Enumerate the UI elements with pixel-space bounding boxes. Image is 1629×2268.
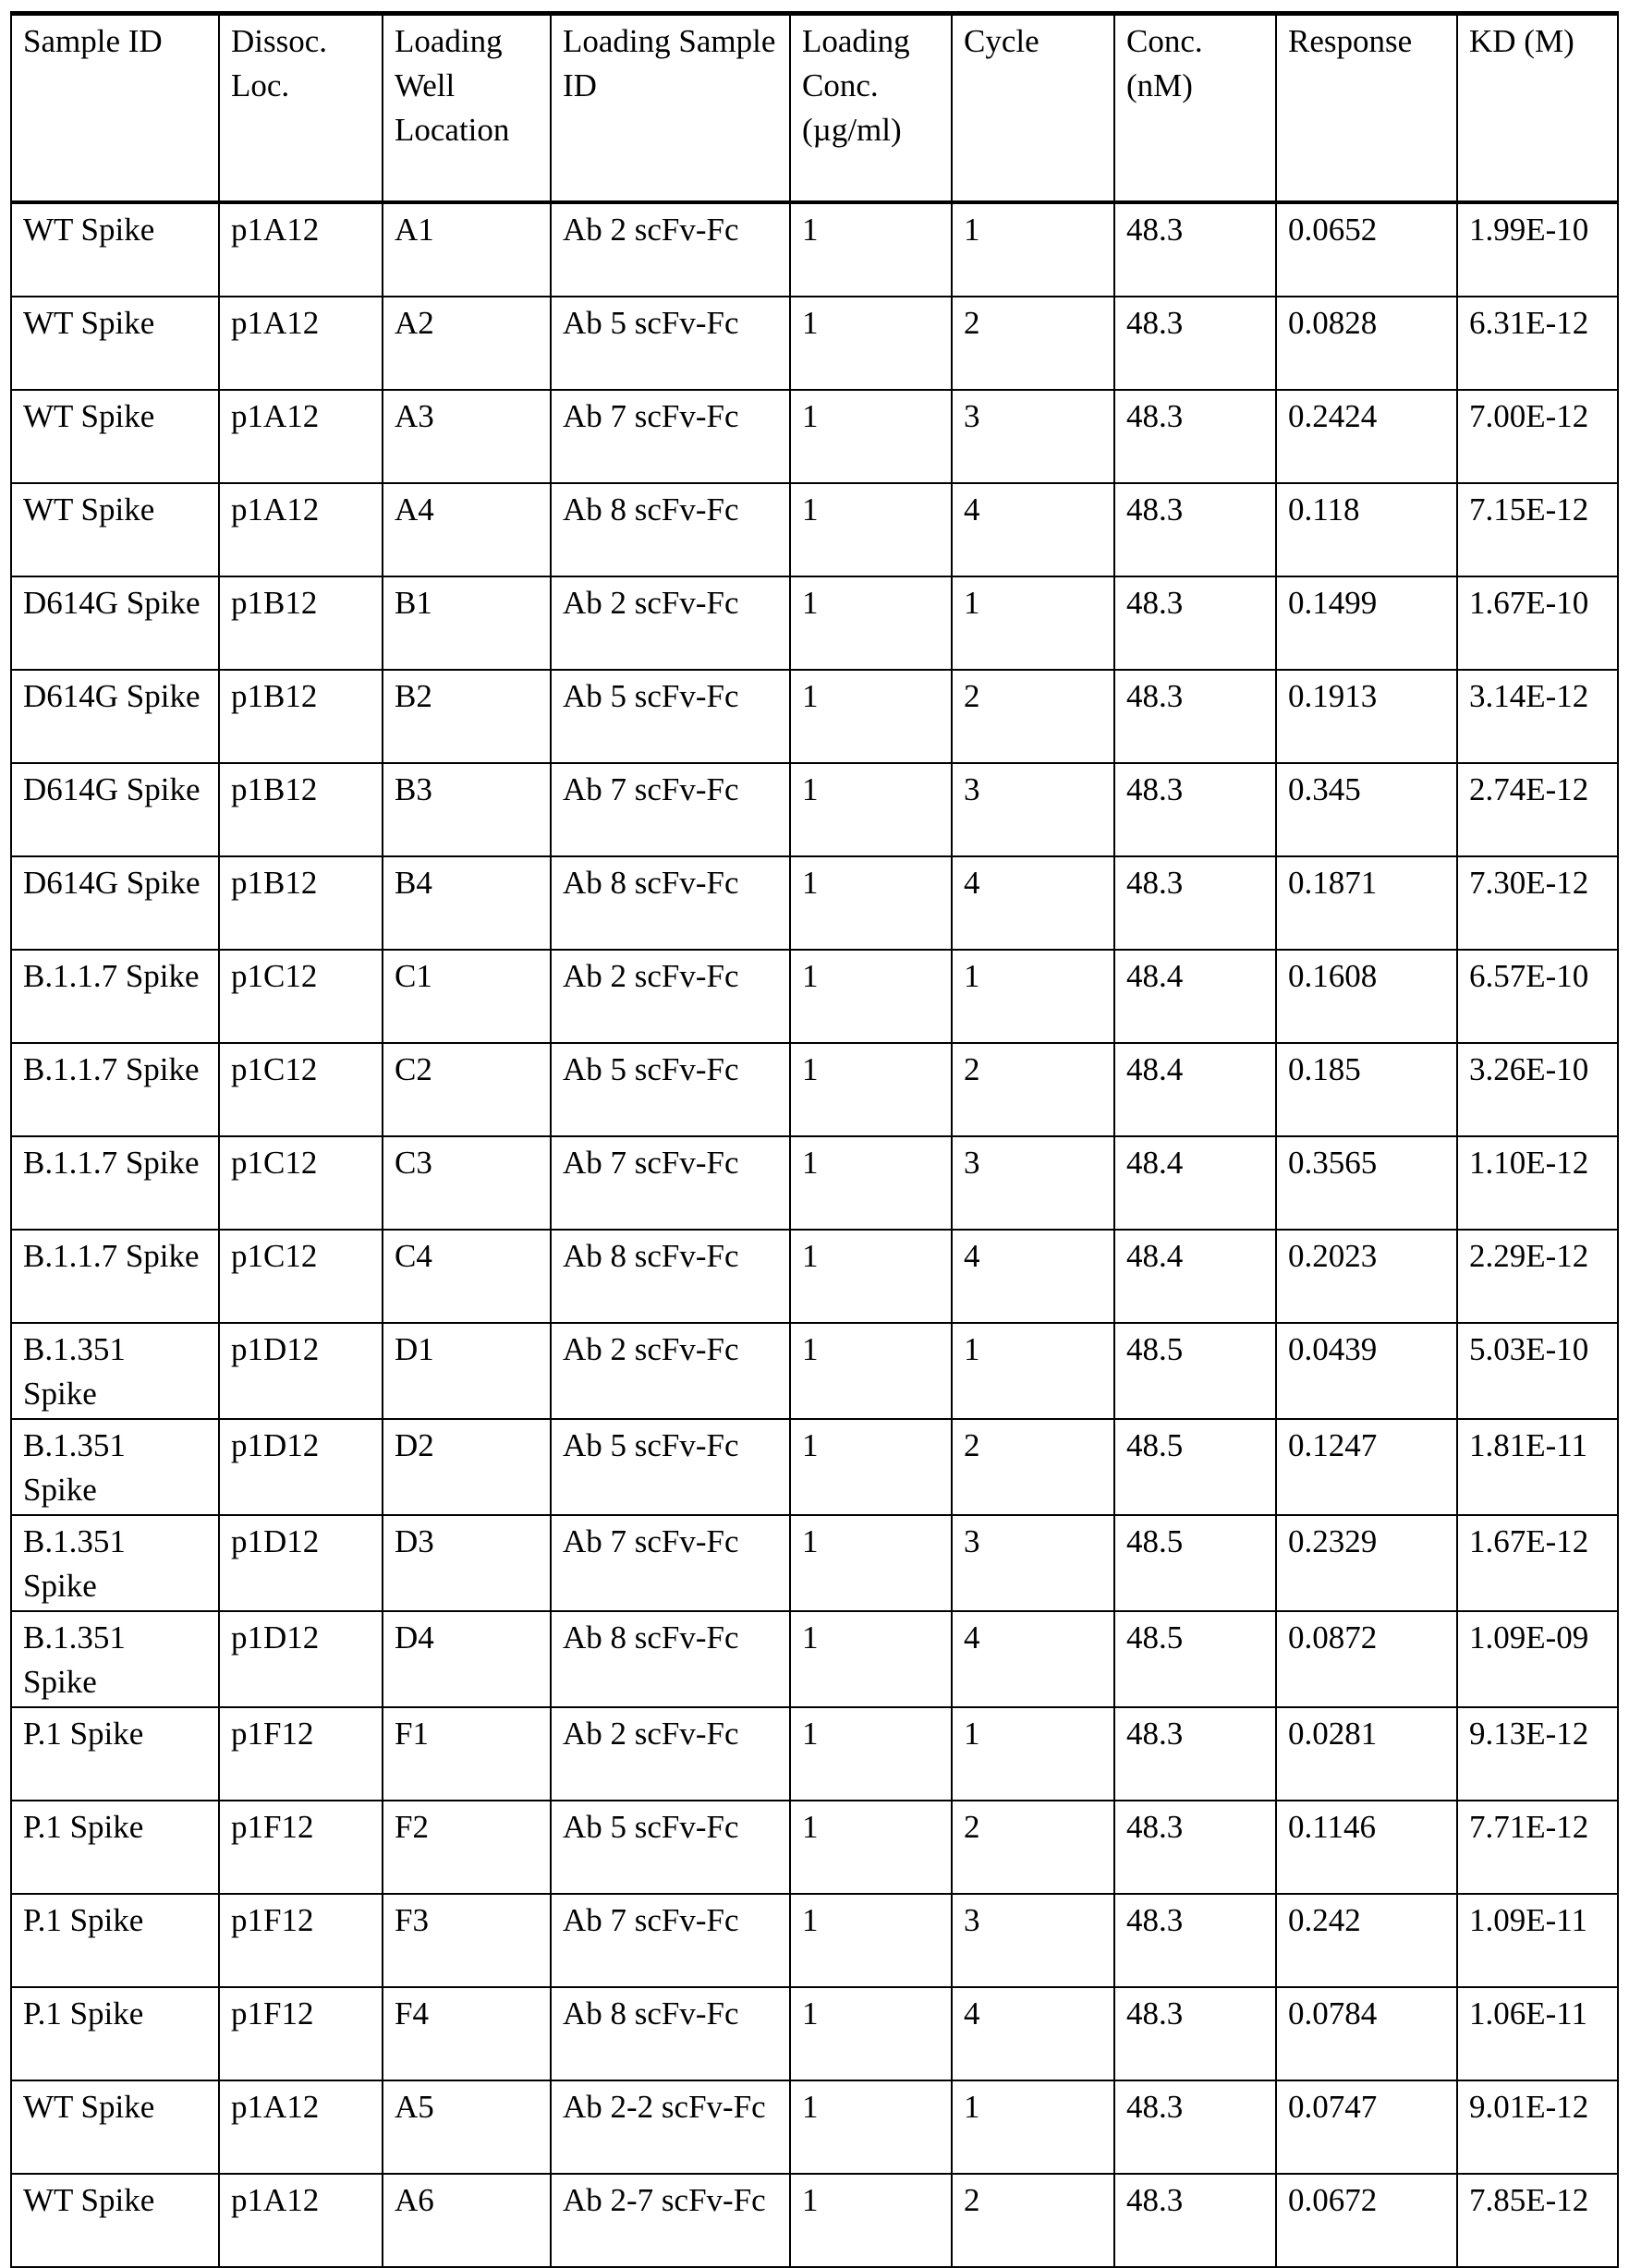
table-row <box>11 1136 1618 1230</box>
cell-kd: 3.14E-12 <box>1457 670 1618 763</box>
cell-loading-well-location: F2 <box>383 1801 551 1894</box>
cell-response: 0.2424 <box>1276 390 1457 483</box>
cell-loading-well-location: D2 <box>383 1419 551 1515</box>
cell-kd: 1.67E-10 <box>1457 576 1618 670</box>
cell-cycle: 2 <box>952 1043 1114 1136</box>
cell-sample-id: WT Spike <box>11 2174 219 2267</box>
cell-dissoc-loc: p1D12 <box>219 1515 383 1611</box>
cell-response: 0.1146 <box>1276 1801 1457 1894</box>
column-header-loading-conc: Loading Conc. (µg/ml) <box>790 14 952 203</box>
cell-loading-conc: 1 <box>790 576 952 670</box>
cell-dissoc-loc: p1F12 <box>219 1894 383 1987</box>
cell-loading-conc: 1 <box>790 1987 952 2080</box>
cell-kd: 2.74E-12 <box>1457 763 1618 856</box>
cell-response: 0.185 <box>1276 1043 1457 1136</box>
cell-conc: 48.3 <box>1114 763 1276 856</box>
table-row <box>11 1707 1618 1801</box>
cell-kd: 1.81E-11 <box>1457 1419 1618 1515</box>
cell-response: 0.0747 <box>1276 2080 1457 2174</box>
cell-loading-conc: 1 <box>790 483 952 576</box>
cell-loading-conc: 1 <box>790 950 952 1043</box>
column-header-response: Response <box>1276 14 1457 203</box>
cell-loading-sample-id: Ab 5 scFv-Fc <box>551 297 790 390</box>
cell-cycle: 2 <box>952 297 1114 390</box>
cell-dissoc-loc: p1F12 <box>219 1801 383 1894</box>
cell-kd: 2.29E-12 <box>1457 1230 1618 1323</box>
cell-dissoc-loc: p1A12 <box>219 2080 383 2174</box>
cell-sample-id: WT Spike <box>11 297 219 390</box>
cell-loading-sample-id: Ab 2-7 scFv-Fc <box>551 2174 790 2267</box>
cell-cycle: 3 <box>952 1515 1114 1611</box>
table-row <box>11 2174 1618 2267</box>
cell-conc: 48.5 <box>1114 1611 1276 1707</box>
cell-sample-id: B.1.351 Spike <box>11 1611 219 1707</box>
cell-loading-well-location: B2 <box>383 670 551 763</box>
cell-loading-sample-id: Ab 2-2 scFv-Fc <box>551 2080 790 2174</box>
cell-response: 0.0828 <box>1276 297 1457 390</box>
cell-sample-id: P.1 Spike <box>11 1801 219 1894</box>
cell-dissoc-loc: p1B12 <box>219 763 383 856</box>
cell-loading-well-location: A5 <box>383 2080 551 2174</box>
cell-dissoc-loc: p1F12 <box>219 1707 383 1801</box>
cell-response: 0.0784 <box>1276 1987 1457 2080</box>
cell-kd: 5.03E-10 <box>1457 1323 1618 1419</box>
cell-dissoc-loc: p1B12 <box>219 856 383 950</box>
cell-response: 0.118 <box>1276 483 1457 576</box>
cell-loading-conc: 1 <box>790 297 952 390</box>
cell-sample-id: B.1.1.7 Spike <box>11 1230 219 1323</box>
cell-loading-sample-id: Ab 5 scFv-Fc <box>551 1801 790 1894</box>
column-header-conc: Conc. (nM) <box>1114 14 1276 203</box>
cell-loading-sample-id: Ab 7 scFv-Fc <box>551 390 790 483</box>
cell-response: 0.2023 <box>1276 1230 1457 1323</box>
cell-sample-id: D614G Spike <box>11 576 219 670</box>
cell-kd: 9.01E-12 <box>1457 2080 1618 2174</box>
cell-conc: 48.3 <box>1114 1707 1276 1801</box>
cell-kd: 7.00E-12 <box>1457 390 1618 483</box>
cell-sample-id: P.1 Spike <box>11 1987 219 2080</box>
cell-cycle: 1 <box>952 1707 1114 1801</box>
cell-cycle: 4 <box>952 1987 1114 2080</box>
cell-dissoc-loc: p1C12 <box>219 950 383 1043</box>
cell-sample-id: B.1.351 Spike <box>11 1515 219 1611</box>
cell-response: 0.242 <box>1276 1894 1457 1987</box>
cell-conc: 48.5 <box>1114 1515 1276 1611</box>
cell-kd: 6.31E-12 <box>1457 297 1618 390</box>
cell-conc: 48.3 <box>1114 2174 1276 2267</box>
table-row <box>11 1043 1618 1136</box>
cell-loading-well-location: B3 <box>383 763 551 856</box>
cell-loading-conc: 1 <box>790 1323 952 1419</box>
cell-kd: 1.67E-12 <box>1457 1515 1618 1611</box>
header-row <box>11 14 1618 203</box>
cell-kd: 1.99E-10 <box>1457 202 1618 297</box>
column-header-sample-id: Sample ID <box>11 14 219 203</box>
cell-dissoc-loc: p1D12 <box>219 1611 383 1707</box>
cell-dissoc-loc: p1A12 <box>219 202 383 297</box>
cell-loading-well-location: D4 <box>383 1611 551 1707</box>
cell-kd: 1.09E-09 <box>1457 1611 1618 1707</box>
cell-cycle: 4 <box>952 1230 1114 1323</box>
table-row <box>11 390 1618 483</box>
cell-sample-id: WT Spike <box>11 390 219 483</box>
cell-loading-conc: 1 <box>790 763 952 856</box>
cell-loading-well-location: F1 <box>383 1707 551 1801</box>
cell-loading-well-location: D1 <box>383 1323 551 1419</box>
cell-loading-well-location: A4 <box>383 483 551 576</box>
cell-cycle: 1 <box>952 2080 1114 2174</box>
cell-loading-conc: 1 <box>790 390 952 483</box>
cell-sample-id: WT Spike <box>11 2080 219 2174</box>
cell-conc: 48.3 <box>1114 297 1276 390</box>
cell-response: 0.1871 <box>1276 856 1457 950</box>
cell-response: 0.3565 <box>1276 1136 1457 1230</box>
cell-dissoc-loc: p1A12 <box>219 483 383 576</box>
cell-loading-sample-id: Ab 7 scFv-Fc <box>551 1515 790 1611</box>
cell-sample-id: B.1.1.7 Spike <box>11 950 219 1043</box>
cell-cycle: 2 <box>952 2174 1114 2267</box>
cell-loading-conc: 1 <box>790 2174 952 2267</box>
table-row <box>11 1987 1618 2080</box>
cell-sample-id: D614G Spike <box>11 856 219 950</box>
cell-loading-well-location: A3 <box>383 390 551 483</box>
cell-loading-sample-id: Ab 8 scFv-Fc <box>551 1987 790 2080</box>
cell-cycle: 4 <box>952 1611 1114 1707</box>
cell-loading-sample-id: Ab 2 scFv-Fc <box>551 202 790 297</box>
cell-loading-well-location: A1 <box>383 202 551 297</box>
cell-loading-well-location: F3 <box>383 1894 551 1987</box>
cell-conc: 48.3 <box>1114 1987 1276 2080</box>
cell-loading-sample-id: Ab 8 scFv-Fc <box>551 856 790 950</box>
cell-conc: 48.5 <box>1114 1323 1276 1419</box>
cell-loading-conc: 1 <box>790 1707 952 1801</box>
cell-dissoc-loc: p1F12 <box>219 1987 383 2080</box>
cell-loading-sample-id: Ab 7 scFv-Fc <box>551 1136 790 1230</box>
cell-kd: 7.15E-12 <box>1457 483 1618 576</box>
cell-response: 0.2329 <box>1276 1515 1457 1611</box>
cell-cycle: 1 <box>952 1323 1114 1419</box>
cell-cycle: 3 <box>952 1894 1114 1987</box>
cell-cycle: 3 <box>952 1136 1114 1230</box>
cell-loading-sample-id: Ab 5 scFv-Fc <box>551 1419 790 1515</box>
cell-response: 0.0872 <box>1276 1611 1457 1707</box>
cell-loading-sample-id: Ab 5 scFv-Fc <box>551 1043 790 1136</box>
cell-kd: 6.57E-10 <box>1457 950 1618 1043</box>
cell-cycle: 4 <box>952 856 1114 950</box>
table-body <box>11 202 1618 2267</box>
cell-kd: 7.85E-12 <box>1457 2174 1618 2267</box>
cell-loading-conc: 1 <box>790 1419 952 1515</box>
cell-loading-conc: 1 <box>790 202 952 297</box>
cell-response: 0.1913 <box>1276 670 1457 763</box>
cell-loading-well-location: B4 <box>383 856 551 950</box>
cell-sample-id: B.1.1.7 Spike <box>11 1043 219 1136</box>
cell-sample-id: B.1.1.7 Spike <box>11 1136 219 1230</box>
cell-conc: 48.3 <box>1114 483 1276 576</box>
cell-sample-id: P.1 Spike <box>11 1707 219 1801</box>
cell-loading-sample-id: Ab 2 scFv-Fc <box>551 950 790 1043</box>
cell-sample-id: B.1.351 Spike <box>11 1419 219 1515</box>
cell-sample-id: D614G Spike <box>11 670 219 763</box>
cell-conc: 48.4 <box>1114 950 1276 1043</box>
cell-conc: 48.3 <box>1114 576 1276 670</box>
cell-response: 0.0439 <box>1276 1323 1457 1419</box>
column-header-loading-well-location: Loading Well Location <box>383 14 551 203</box>
cell-loading-well-location: F4 <box>383 1987 551 2080</box>
cell-conc: 48.3 <box>1114 1894 1276 1987</box>
cell-loading-conc: 1 <box>790 1230 952 1323</box>
cell-conc: 48.3 <box>1114 390 1276 483</box>
cell-loading-well-location: A2 <box>383 297 551 390</box>
table-row <box>11 670 1618 763</box>
cell-loading-conc: 1 <box>790 1894 952 1987</box>
table-row <box>11 1611 1618 1707</box>
cell-loading-sample-id: Ab 2 scFv-Fc <box>551 1323 790 1419</box>
cell-dissoc-loc: p1B12 <box>219 576 383 670</box>
table-row <box>11 1230 1618 1323</box>
cell-loading-well-location: C3 <box>383 1136 551 1230</box>
cell-conc: 48.3 <box>1114 202 1276 297</box>
cell-sample-id: WT Spike <box>11 202 219 297</box>
cell-dissoc-loc: p1C12 <box>219 1136 383 1230</box>
cell-conc: 48.3 <box>1114 670 1276 763</box>
cell-conc: 48.3 <box>1114 2080 1276 2174</box>
cell-loading-sample-id: Ab 2 scFv-Fc <box>551 1707 790 1801</box>
column-header-dissoc-loc: Dissoc. Loc. <box>219 14 383 203</box>
cell-cycle: 4 <box>952 483 1114 576</box>
cell-loading-well-location: B1 <box>383 576 551 670</box>
table-row <box>11 763 1618 856</box>
cell-response: 0.345 <box>1276 763 1457 856</box>
table-row <box>11 1894 1618 1987</box>
cell-loading-sample-id: Ab 8 scFv-Fc <box>551 483 790 576</box>
cell-loading-sample-id: Ab 2 scFv-Fc <box>551 576 790 670</box>
table-row <box>11 2080 1618 2174</box>
cell-loading-sample-id: Ab 8 scFv-Fc <box>551 1230 790 1323</box>
table-header <box>11 14 1618 203</box>
cell-loading-sample-id: Ab 7 scFv-Fc <box>551 1894 790 1987</box>
cell-loading-conc: 1 <box>790 1043 952 1136</box>
table-row <box>11 856 1618 950</box>
cell-sample-id: D614G Spike <box>11 763 219 856</box>
cell-loading-well-location: C1 <box>383 950 551 1043</box>
column-header-kd: KD (M) <box>1457 14 1618 203</box>
cell-conc: 48.3 <box>1114 856 1276 950</box>
cell-response: 0.0672 <box>1276 2174 1457 2267</box>
cell-cycle: 2 <box>952 1801 1114 1894</box>
cell-dissoc-loc: p1B12 <box>219 670 383 763</box>
cell-response: 0.1247 <box>1276 1419 1457 1515</box>
cell-kd: 9.13E-12 <box>1457 1707 1618 1801</box>
cell-conc: 48.3 <box>1114 1801 1276 1894</box>
cell-loading-conc: 1 <box>790 856 952 950</box>
cell-loading-well-location: A6 <box>383 2174 551 2267</box>
cell-conc: 48.4 <box>1114 1230 1276 1323</box>
table-row <box>11 297 1618 390</box>
cell-loading-well-location: C2 <box>383 1043 551 1136</box>
cell-dissoc-loc: p1A12 <box>219 2174 383 2267</box>
table-row <box>11 202 1618 297</box>
cell-response: 0.0281 <box>1276 1707 1457 1801</box>
cell-conc: 48.4 <box>1114 1136 1276 1230</box>
cell-cycle: 3 <box>952 763 1114 856</box>
cell-response: 0.1608 <box>1276 950 1457 1043</box>
cell-dissoc-loc: p1A12 <box>219 390 383 483</box>
binding-data-table <box>10 11 1619 2268</box>
cell-loading-conc: 1 <box>790 670 952 763</box>
cell-dissoc-loc: p1D12 <box>219 1323 383 1419</box>
cell-conc: 48.4 <box>1114 1043 1276 1136</box>
cell-loading-sample-id: Ab 7 scFv-Fc <box>551 763 790 856</box>
cell-kd: 1.06E-11 <box>1457 1987 1618 2080</box>
table-row <box>11 1419 1618 1515</box>
cell-sample-id: WT Spike <box>11 483 219 576</box>
cell-dissoc-loc: p1C12 <box>219 1043 383 1136</box>
cell-cycle: 1 <box>952 576 1114 670</box>
cell-loading-conc: 1 <box>790 1136 952 1230</box>
cell-loading-conc: 1 <box>790 1515 952 1611</box>
column-header-cycle: Cycle <box>952 14 1114 203</box>
cell-loading-sample-id: Ab 5 scFv-Fc <box>551 670 790 763</box>
cell-dissoc-loc: p1D12 <box>219 1419 383 1515</box>
table-row <box>11 576 1618 670</box>
cell-cycle: 2 <box>952 670 1114 763</box>
cell-cycle: 1 <box>952 950 1114 1043</box>
table-row <box>11 483 1618 576</box>
cell-loading-conc: 1 <box>790 1801 952 1894</box>
column-header-loading-sample-id: Loading Sample ID <box>551 14 790 203</box>
cell-kd: 7.30E-12 <box>1457 856 1618 950</box>
cell-loading-well-location: D3 <box>383 1515 551 1611</box>
cell-kd: 1.10E-12 <box>1457 1136 1618 1230</box>
table-row <box>11 1515 1618 1611</box>
cell-dissoc-loc: p1A12 <box>219 297 383 390</box>
cell-dissoc-loc: p1C12 <box>219 1230 383 1323</box>
cell-loading-well-location: C4 <box>383 1230 551 1323</box>
table-row <box>11 1323 1618 1419</box>
cell-loading-conc: 1 <box>790 1611 952 1707</box>
cell-cycle: 3 <box>952 390 1114 483</box>
cell-kd: 7.71E-12 <box>1457 1801 1618 1894</box>
cell-loading-conc: 1 <box>790 2080 952 2174</box>
cell-sample-id: B.1.351 Spike <box>11 1323 219 1419</box>
cell-loading-sample-id: Ab 8 scFv-Fc <box>551 1611 790 1707</box>
cell-cycle: 2 <box>952 1419 1114 1515</box>
cell-conc: 48.5 <box>1114 1419 1276 1515</box>
cell-sample-id: P.1 Spike <box>11 1894 219 1987</box>
cell-kd: 1.09E-11 <box>1457 1894 1618 1987</box>
table-row <box>11 1801 1618 1894</box>
table-row <box>11 950 1618 1043</box>
cell-cycle: 1 <box>952 202 1114 297</box>
cell-response: 0.1499 <box>1276 576 1457 670</box>
cell-kd: 3.26E-10 <box>1457 1043 1618 1136</box>
cell-response: 0.0652 <box>1276 202 1457 297</box>
